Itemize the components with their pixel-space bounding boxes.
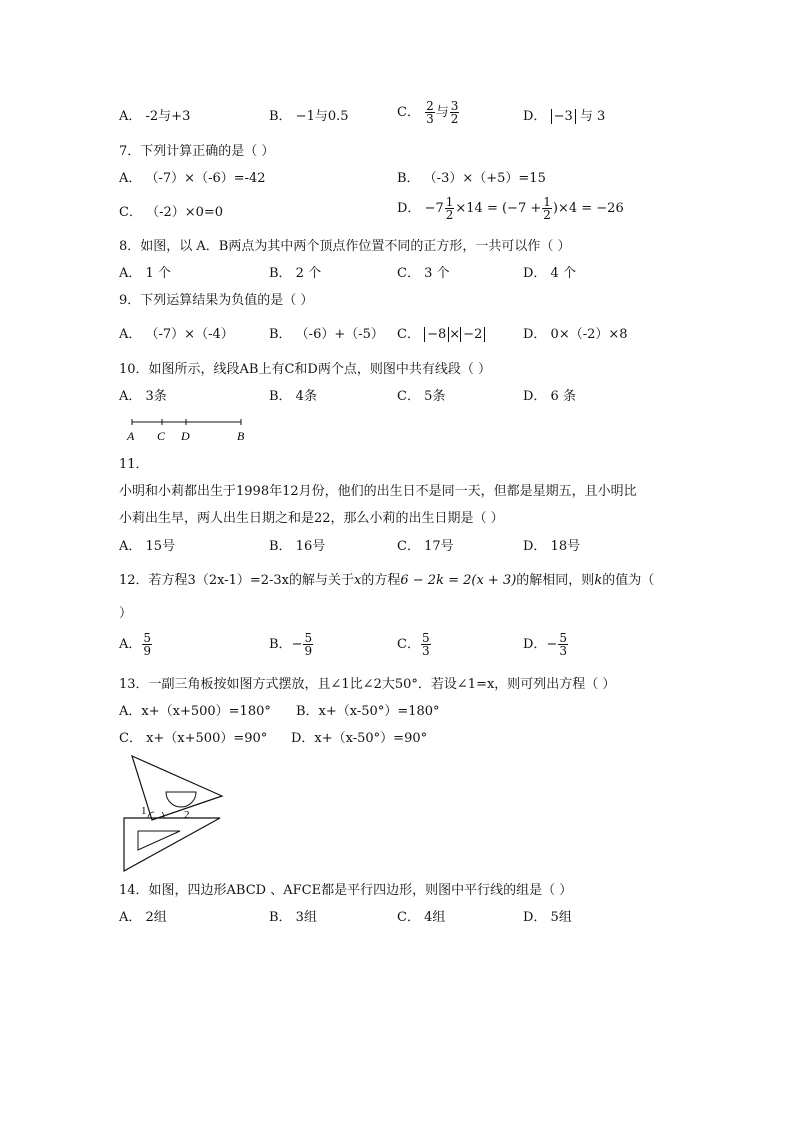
q14-stem: 14．如图，四边形ABCD 、AFCE都是平行四边形，则图中平行线的组是（ ） — [119, 883, 573, 898]
q9-option-d: D． 0×（-2）×8 — [523, 327, 628, 342]
q7-d-frac1: $\frac{1}{2}$ — [445, 195, 454, 222]
q7-option-d: D． −7 $\frac{1}{2}$ ×14 = (−7 + $\frac{1}{2}$ )×4 = −26 — [397, 195, 624, 222]
q11-option-b: B． 16号 — [269, 539, 326, 554]
q9-option-b: B． （-6）+（-5） — [269, 327, 384, 342]
q11-line1: 小明和小莉都出生于1998年12月份，他们的出生日不是同一天，但都是星期五，且小明比 — [119, 484, 637, 499]
q6-option-d: D． −3 与 3 — [523, 109, 606, 124]
q13-option-b: B．x+（x-50°）=180° — [296, 704, 440, 719]
segment-figure — [124, 416, 254, 446]
q8-stem: 8．如图，以 A．B两点为其中两个顶点作位置不同的正方形，一共可以作（ ） — [119, 239, 571, 254]
q11-line2: 小莉出生早，两人出生日期之和是22，那么小莉的出生日期是（ ） — [119, 511, 504, 526]
q6-option-c — [397, 100, 460, 125]
lower-triangle-cutout — [138, 831, 180, 850]
q8-option-a: A． 1 个 — [119, 266, 171, 281]
q10-option-d: D． 6 条 — [523, 389, 576, 404]
label-b: B — [237, 429, 245, 443]
q8-option-d: D． 4 个 — [523, 266, 576, 281]
q13-option-c: C． x+（x+500）=90° — [119, 731, 268, 746]
q6-c-prefix: C． — [397, 105, 420, 120]
q14-option-a: A． 2组 — [119, 910, 167, 925]
q6-c-mid: 与 — [435, 105, 449, 120]
q7-stem: 7．下列计算正确的是（ ） — [119, 144, 275, 159]
q13-option-d: D．x+（x-50°）=90° — [291, 731, 428, 746]
q12-option-c: C． $\frac{5}{3}$ — [397, 631, 430, 658]
label-c: C — [157, 429, 166, 443]
q14-option-d: D． 5组 — [523, 910, 572, 925]
q10-option-a: A． 3条 — [119, 389, 167, 404]
q8-option-b: B． 2 个 — [269, 266, 322, 281]
q7-option-c: C． （-2）×0=0 — [119, 205, 224, 220]
q12-stem-cont: ） — [119, 606, 133, 621]
angle1-label: 1 — [141, 805, 147, 817]
triangle-boards-figure — [118, 752, 228, 874]
label-a: A — [127, 429, 135, 443]
q11-number: 11． — [119, 457, 149, 472]
upper-triangle-cutout — [166, 792, 196, 807]
q7-d-frac2: $\frac{1}{2}$ — [543, 195, 551, 222]
q6-d-abs: −3 — [551, 109, 576, 124]
q12-option-b: B．− $\frac{5}{9}$ — [269, 631, 313, 658]
label-d: D — [181, 429, 190, 443]
q6-c-frac2: $\frac{3}{2}$ — [450, 99, 459, 126]
q6-option-a: A． -2与+3 — [119, 109, 191, 124]
q6-option-b: B． −1与0.5 — [269, 109, 349, 124]
q10-option-b: B． 4条 — [269, 389, 317, 404]
q8-option-c: C． 3 个 — [397, 266, 450, 281]
q11-option-c: C． 17号 — [397, 539, 454, 554]
q6-c-frac1: $\frac{2}{3}$ — [426, 99, 434, 126]
q14-option-b: B． 3组 — [269, 910, 317, 925]
q10-option-c: C． 5条 — [397, 389, 446, 404]
q11-option-d: D． 18号 — [523, 539, 581, 554]
q13-option-a: A．x+（x+500）=180° — [119, 704, 271, 719]
q9-option-a: A． （-7）×（-4） — [119, 327, 234, 342]
q12-option-a: A． $\frac{5}{9}$ — [119, 631, 152, 658]
q7-option-b: B． （-3）×（+5）=15 — [397, 171, 546, 186]
q7-option-a: A． （-7）×（-6）=-42 — [119, 171, 266, 186]
q9-option-c: C． −8 × −2 — [397, 326, 485, 344]
q14-option-c: C． 4组 — [397, 910, 446, 925]
q13-stem: 13．一副三角板按如图方式摆放，且∠1比∠2大50°．若设∠1=x，则可列出方程（ ） — [119, 677, 616, 692]
q10-stem: 10．如图所示，线段AB上有C和D两个点，则图中共有线段（ ） — [119, 362, 491, 377]
q11-option-a: A． 15号 — [119, 539, 176, 554]
q12-stem: 12．若方程3（2x-1）=2-3x的解与关于x的方程6 − 2k = 2(x + 3)的解相同，则k的值为（ — [119, 573, 655, 588]
q9-stem: 9．下列运算结果为负值的是（ ） — [119, 293, 314, 308]
angle2-label: 2 — [184, 809, 190, 821]
q12-equation: 6 − 2k = 2(x + 3) — [400, 573, 517, 588]
q12-option-d: D．− $\frac{5}{3}$ — [523, 631, 567, 658]
